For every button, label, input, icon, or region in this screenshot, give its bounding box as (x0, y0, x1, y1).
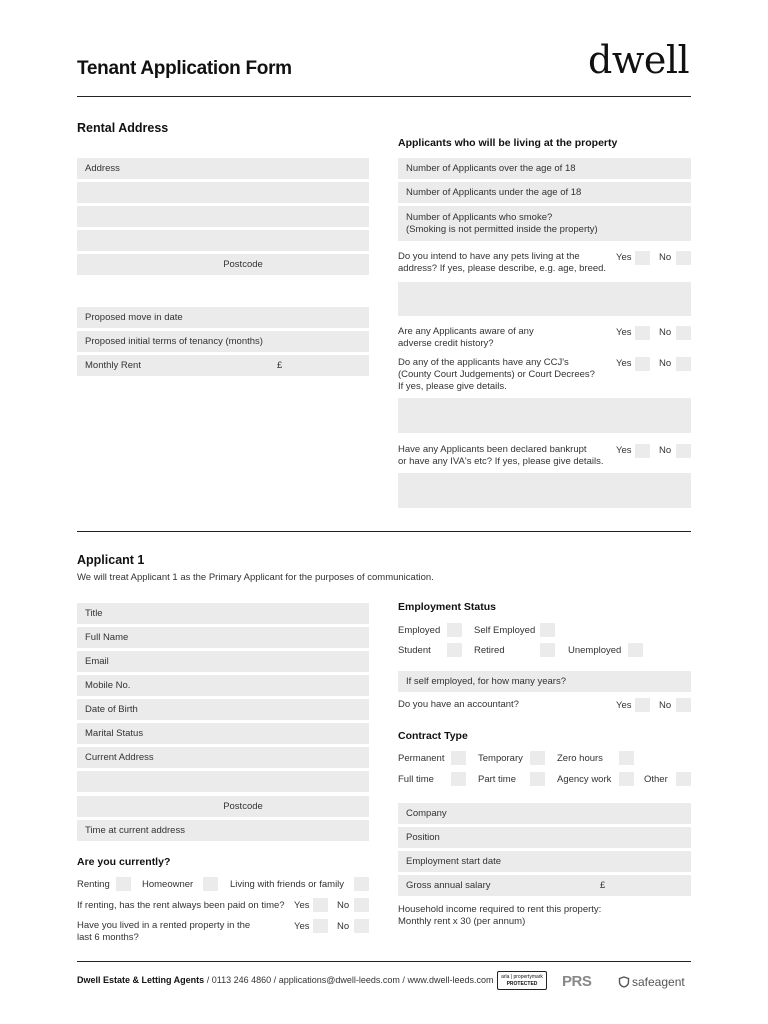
accountant-yes-label: Yes (616, 700, 632, 711)
rent-currency: £ (277, 360, 283, 371)
applicant-postcode-label: Postcode (223, 801, 263, 812)
living-with-checkbox[interactable] (354, 877, 369, 891)
bankrupt-yes-label: Yes (616, 445, 632, 456)
tenancy-terms-field[interactable] (77, 331, 369, 352)
company-field[interactable] (398, 803, 691, 824)
employed-label: Employed (398, 625, 441, 636)
applicant-intro: We will treat Applicant 1 as the Primary Applicant for the purposes of communication. (77, 572, 434, 583)
form-title: Tenant Application Form (77, 58, 292, 79)
ccj-yes-label: Yes (616, 358, 632, 369)
pets-question: Do you intend to have any pets living at the address? If yes, please describe, e.g. age, breed. (398, 251, 607, 274)
dwell-logo: dwell (588, 38, 690, 82)
rental-address-heading: Rental Address (77, 121, 169, 135)
zero-hours-label: Zero hours (557, 753, 603, 764)
zero-hours-checkbox[interactable] (619, 751, 634, 765)
rented-no-checkbox[interactable] (354, 919, 369, 933)
employed-checkbox[interactable] (447, 623, 462, 637)
mobile-label: Mobile No. (85, 680, 131, 691)
address-label: Address (85, 163, 120, 174)
under-18-field[interactable] (398, 182, 691, 203)
full-name-field[interactable] (77, 627, 369, 648)
accountant-question: Do you have an accountant? (398, 699, 519, 710)
rented-no-label: No (337, 921, 350, 932)
pets-yes-checkbox[interactable] (635, 251, 650, 265)
other-checkbox[interactable] (676, 772, 691, 786)
accountant-no-label: No (659, 700, 672, 711)
smokers-label: Number of Applicants who smoke? (406, 211, 553, 223)
living-with-label: Living with friends or family (230, 879, 345, 890)
position-field[interactable] (398, 827, 691, 848)
rental-address-line-2[interactable] (77, 182, 369, 203)
temporary-label: Temporary (478, 753, 523, 764)
footer-email[interactable]: applications@dwell-leeds.com (278, 975, 400, 985)
other-label: Other (644, 774, 668, 785)
unemployed-label: Unemployed (568, 645, 622, 656)
rent-paid-yes-checkbox[interactable] (313, 898, 328, 912)
prs-logo: PRS (562, 973, 592, 990)
credit-yes-checkbox[interactable] (635, 326, 650, 340)
pets-yes-label: Yes (616, 252, 632, 263)
bankrupt-question: Have any Applicants been declared bankrupt or have any IVA's etc? If yes, please give details. (398, 444, 604, 467)
tenancy-terms-label: Proposed initial terms of tenancy (months) (85, 336, 263, 347)
agency-work-checkbox[interactable] (619, 772, 634, 786)
full-name-label: Full Name (85, 632, 129, 643)
mobile-field[interactable] (77, 675, 369, 696)
rent-paid-no-checkbox[interactable] (354, 898, 369, 912)
contract-heading: Contract Type (398, 730, 468, 742)
over-18-label: Number of Applicants over the age of 18 (406, 163, 576, 174)
monthly-rent-label: Monthly Rent (85, 360, 141, 371)
pets-details-field[interactable] (398, 282, 691, 316)
renting-checkbox[interactable] (116, 877, 131, 891)
part-time-label: Part time (478, 774, 517, 785)
full-time-checkbox[interactable] (451, 772, 466, 786)
self-employed-years-label: If self employed, for how many years? (406, 676, 566, 687)
credit-no-checkbox[interactable] (676, 326, 691, 340)
permanent-checkbox[interactable] (451, 751, 466, 765)
unemployed-checkbox[interactable] (628, 643, 643, 657)
move-in-date-field[interactable] (77, 307, 369, 328)
time-at-address-label: Time at current address (85, 825, 185, 836)
email-label: Email (85, 656, 109, 667)
currently-heading: Are you currently? (77, 856, 171, 868)
current-address-label: Current Address (85, 752, 154, 763)
title-label: Title (85, 608, 103, 619)
agency-work-label: Agency work (557, 774, 612, 785)
dob-label: Date of Birth (85, 704, 138, 715)
propertymark-logo: arla | propertymark PROTECTED (497, 971, 547, 990)
bankrupt-details-field[interactable] (398, 473, 691, 508)
footer-phone: 0113 246 4860 (211, 975, 272, 985)
rental-postcode-field[interactable] (77, 254, 369, 275)
rent-paid-no-label: No (337, 900, 350, 911)
living-heading: Applicants who will be living at the property (398, 137, 618, 149)
credit-no-label: No (659, 327, 672, 338)
bankrupt-no-checkbox[interactable] (676, 444, 691, 458)
smokers-field[interactable] (398, 206, 691, 241)
section-divider (77, 531, 691, 532)
accountant-yes-checkbox[interactable] (635, 698, 650, 712)
self-employed-years-field[interactable] (398, 671, 691, 692)
gross-salary-label: Gross annual salary (406, 880, 491, 891)
title-field[interactable] (77, 603, 369, 624)
gross-salary-field[interactable] (398, 875, 691, 896)
retired-label: Retired (474, 645, 505, 656)
under-18-label: Number of Applicants under the age of 18 (406, 187, 582, 198)
time-at-address-field[interactable] (77, 820, 369, 841)
self-employed-label: Self Employed (474, 625, 536, 636)
footer-divider (77, 961, 691, 962)
household-income-note: Household income required to rent this property: Monthly rent x 30 (per annum) (398, 904, 602, 927)
ccj-yes-checkbox[interactable] (635, 357, 650, 371)
postcode-label: Postcode (223, 259, 263, 270)
shield-icon (618, 976, 630, 988)
footer-company: Dwell Estate & Letting Agents (77, 975, 205, 985)
safeagent-logo: safeagent (618, 975, 685, 989)
permanent-label: Permanent (398, 753, 445, 764)
homeowner-label: Homeowner (142, 879, 194, 890)
position-label: Position (406, 832, 440, 843)
rental-address-line-3[interactable] (77, 206, 369, 227)
over-18-field[interactable] (398, 158, 691, 179)
ccj-no-checkbox[interactable] (676, 357, 691, 371)
retired-checkbox[interactable] (540, 643, 555, 657)
header-divider (77, 96, 691, 97)
rent-paid-question: If renting, has the rent always been paid on time? (77, 900, 285, 911)
current-address-field[interactable] (77, 747, 369, 768)
email-field[interactable] (77, 651, 369, 672)
rented-question: Have you lived in a rented property in the last 6 months? (77, 920, 251, 943)
self-employed-checkbox[interactable] (540, 623, 555, 637)
current-address-line-2[interactable] (77, 771, 369, 792)
part-time-checkbox[interactable] (530, 772, 545, 786)
rented-yes-checkbox[interactable] (313, 919, 328, 933)
applicant-heading: Applicant 1 (77, 553, 145, 567)
rental-address-line-4[interactable] (77, 230, 369, 251)
homeowner-checkbox[interactable] (203, 877, 218, 891)
student-label: Student (398, 645, 431, 656)
employment-start-field[interactable] (398, 851, 691, 872)
footer-contact: Dwell Estate & Letting Agents / 0113 246 4860 / applications@dwell-leeds.com / www.dwell-leeds.com (77, 975, 494, 985)
employment-heading: Employment Status (398, 601, 497, 613)
temporary-checkbox[interactable] (530, 751, 545, 765)
pets-no-checkbox[interactable] (676, 251, 691, 265)
ccj-no-label: No (659, 358, 672, 369)
rent-paid-yes-label: Yes (294, 900, 310, 911)
employment-start-label: Employment start date (406, 856, 502, 867)
dob-field[interactable] (77, 699, 369, 720)
applicant-postcode-field[interactable] (77, 796, 369, 817)
monthly-rent-field[interactable] (77, 355, 369, 376)
credit-question: Are any Applicants aware of any adverse credit history? (398, 326, 534, 349)
move-in-label: Proposed move in date (85, 312, 183, 323)
smokers-note: (Smoking is not permitted inside the property) (406, 223, 598, 235)
ccj-details-field[interactable] (398, 398, 691, 433)
accountant-no-checkbox[interactable] (676, 698, 691, 712)
company-label: Company (406, 808, 447, 819)
pets-no-label: No (659, 252, 672, 263)
full-time-label: Full time (398, 774, 434, 785)
marital-status-field[interactable] (77, 723, 369, 744)
bankrupt-no-label: No (659, 445, 672, 456)
renting-label: Renting (77, 879, 110, 890)
credit-yes-label: Yes (616, 327, 632, 338)
bankrupt-yes-checkbox[interactable] (635, 444, 650, 458)
rental-address-field[interactable] (77, 158, 369, 179)
rented-yes-label: Yes (294, 921, 310, 932)
marital-label: Marital Status (85, 728, 144, 739)
salary-currency: £ (600, 880, 606, 891)
student-checkbox[interactable] (447, 643, 462, 657)
ccj-question: Do any of the applicants have any CCJ's (County Court Judgements) or Court Decrees? If yes, please give details. (398, 357, 595, 392)
footer-website[interactable]: www.dwell-leeds.com (407, 975, 494, 985)
